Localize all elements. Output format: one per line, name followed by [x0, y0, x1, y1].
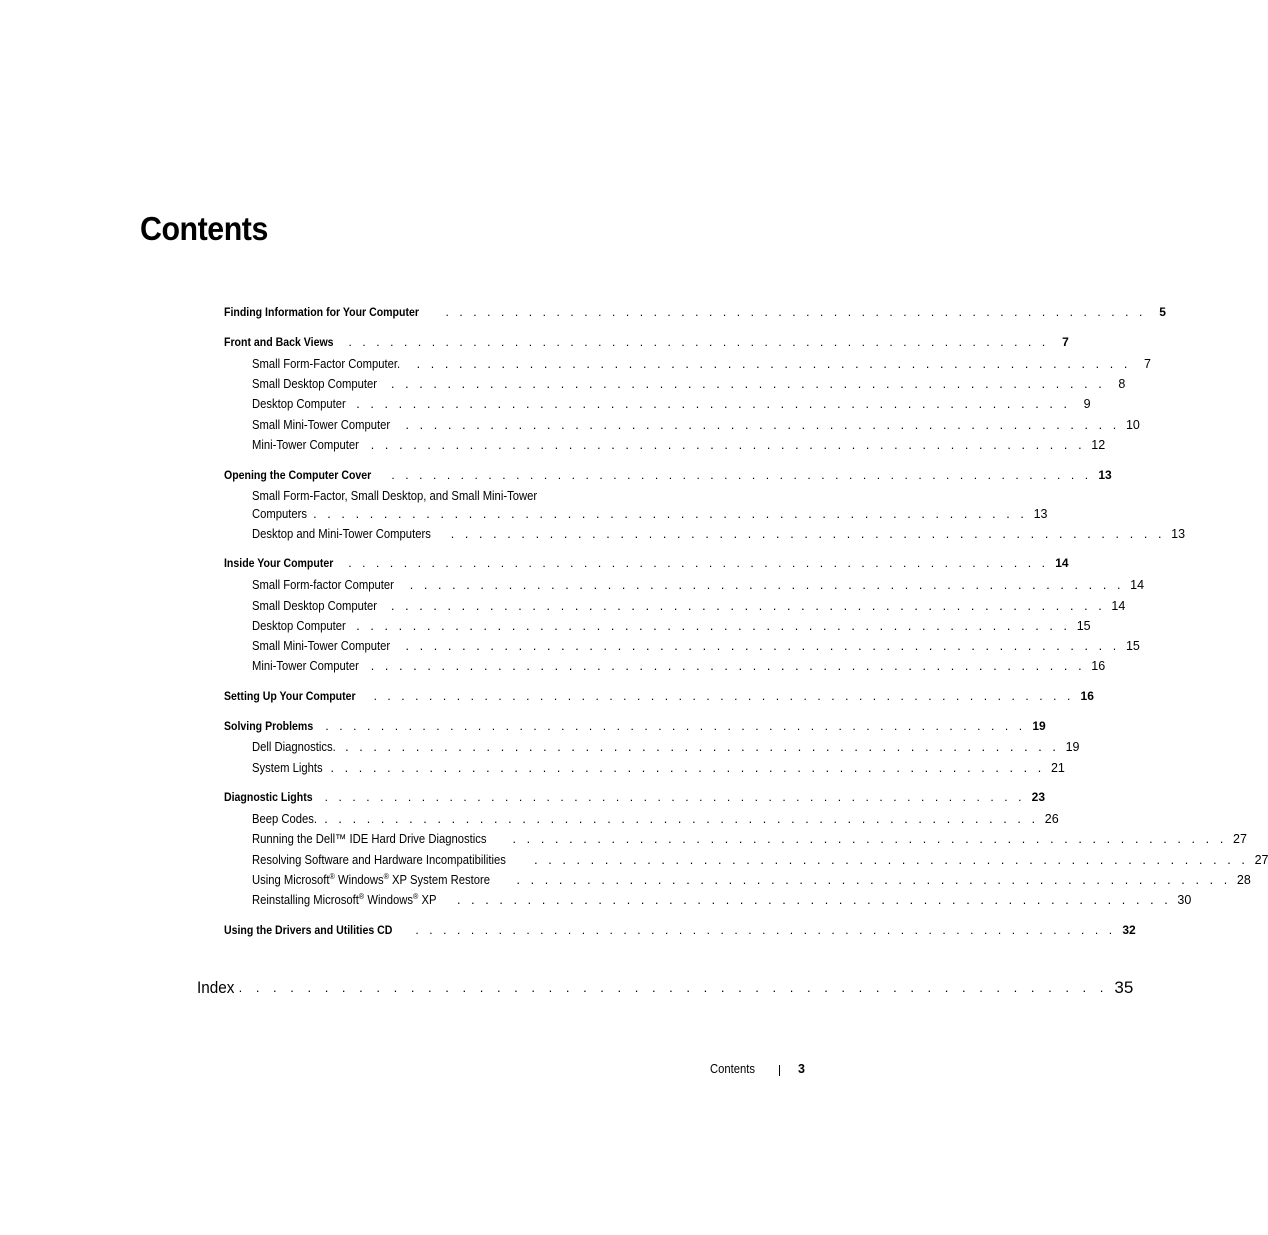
toc-entry-title: System Lights [252, 761, 323, 775]
toc-entry-page: 13 [1098, 468, 1112, 482]
toc-entry-title: Desktop and Mini-Tower Computers [252, 527, 431, 541]
dot-leader: . . . . . . . . . . . . . . . . . . . . . . . . . . . . . . . . . . . . . . . . . . . . . . . . . . . [348, 556, 1049, 570]
dot-leader: . . . . . . . . . . . . . . . . . . . . . . . . . . . . . . . . . . . . . . . . . . . . . . . . . . . [416, 357, 1131, 371]
footer-divider [779, 1065, 780, 1076]
toc-entry-index[interactable] [197, 977, 1134, 999]
toc-subentry-small-form-factor-2[interactable] [252, 577, 1145, 593]
toc-entry-title: Desktop Computer [252, 397, 346, 411]
dot-leader: . . . . . . . . . . . . . . . . . . . . . . . . . . . . . . . . . . . . . . . . . . . . . . . . . . . [348, 335, 1049, 349]
dot-leader: . . . . . . . . . . . . . . . . . . . . . . . . . . . . . . . . . . . . . . . . . . . . . . . . . . . [370, 438, 1086, 452]
title-part: Windows [364, 893, 414, 907]
toc-entry-page: 10 [1125, 418, 1140, 432]
toc-entry-title: Resolving Software and Hardware Incompatibilities [252, 853, 506, 867]
toc-entry-page: 7 [1062, 335, 1069, 349]
toc-entry-title: Setting Up Your Computer [224, 689, 356, 703]
toc-entry-page: 19 [1032, 719, 1046, 733]
dot-leader: . . . . . . . . . . . . . . . . . . . . . . . . . . . . . . . . . . . . . . . . . . . . . . . . . . . [238, 980, 1109, 995]
dot-leader: . . . . . . . . . . . . . . . . . . . . . . . . . . . . . . . . . . . . . . . . . . . . . . . . . . . [391, 468, 1092, 482]
page-footer [0, 1062, 954, 1082]
toc-entry-page: 28 [1236, 873, 1251, 887]
toc-entry-title: Diagnostic Lights [224, 790, 313, 804]
toc-entry-title: Finding Information for Your Computer [224, 305, 419, 319]
dot-leader: . . . . . . . . . . . . . . . . . . . . . . . . . . . . . . . . . . . . . . . . . . . . . . . . . . . [330, 761, 1045, 775]
toc-subentry-system-lights[interactable] [252, 760, 1065, 776]
toc-entry-title: Front and Back Views [224, 335, 334, 349]
registered-mark: ® [358, 891, 365, 901]
dot-leader: . . . . . . . . . . . . . . . . . . . . . . . . . . . . . . . . . . . . . . . . . . . . . . . . . . . [409, 578, 1125, 592]
dot-leader: . . . . . . . . . . . . . . . . . . . . . . . . . . . . . . . . . . . . . . . . . . . . . . . . . . . [445, 305, 1146, 319]
toc-entry-page: 35 [1114, 978, 1134, 997]
toc-entry-title: Index [197, 978, 235, 997]
title-part: Using Microsoft [252, 873, 330, 887]
toc-entry-title: Small Form-Factor Computer. [252, 357, 401, 371]
toc-subentry-desktop-2[interactable] [252, 618, 1091, 634]
toc-entry-title: Small Desktop Computer [252, 599, 378, 613]
toc-entry-page: 26 [1044, 812, 1059, 826]
toc-subentry-system-restore[interactable] [252, 871, 1251, 888]
toc-entry-title: Small Desktop Computer [252, 377, 378, 391]
toc-entry-drivers-utilities-cd[interactable] [224, 922, 1136, 938]
toc-entry-page: 14 [1111, 599, 1126, 613]
dot-leader: . . . . . . . . . . . . . . . . . . . . . . . . . . . . . . . . . . . . . . . . . . . . . . . . . . . [512, 832, 1227, 846]
toc-entry-diagnostic-lights[interactable] [224, 789, 1046, 805]
toc-entry-page: 14 [1055, 556, 1069, 570]
toc-entry-page: 14 [1130, 578, 1145, 592]
toc-entry-page: 12 [1091, 438, 1106, 452]
toc-entry-title: Opening the Computer Cover [224, 468, 372, 482]
dot-leader: . . . . . . . . . . . . . . . . . . . . . . . . . . . . . . . . . . . . . . . . . . . . . . . . . . . [370, 659, 1086, 673]
toc-entry-title: Beep Codes. [252, 812, 318, 826]
toc-entry-title: Inside Your Computer [224, 556, 334, 570]
toc-entry-title: Using the Drivers and Utilities CD [224, 923, 393, 937]
dot-leader: . . . . . . . . . . . . . . . . . . . . . . . . . . . . . . . . . . . . . . . . . . . . . . . . . . . [534, 853, 1249, 867]
toc-subentry-small-mini-tower[interactable] [252, 417, 1140, 433]
toc-entry-title: Mini-Tower Computer [252, 438, 359, 452]
registered-mark: ® [329, 871, 335, 881]
toc-entry-page: 30 [1177, 893, 1192, 907]
toc-entry-setting-up[interactable] [224, 688, 1094, 704]
title-part: Windows [334, 873, 384, 887]
toc-subentry-small-desktop-2[interactable] [252, 598, 1126, 614]
toc-entry-page: 5 [1159, 305, 1166, 319]
dot-leader: . . . . . . . . . . . . . . . . . . . . . . . . . . . . . . . . . . . . . . . . . . . . . . . . . . . [450, 527, 1166, 541]
toc-subentry-desktop[interactable] [252, 396, 1091, 412]
toc-entry-page: 8 [1118, 377, 1126, 391]
toc-entry-title: Dell Diagnostics. [252, 740, 336, 754]
toc-entry-title: Mini-Tower Computer [252, 659, 359, 673]
toc-entry-inside-computer[interactable] [224, 555, 1069, 571]
toc-entry-page: 27 [1254, 853, 1268, 867]
toc-entry-page: 23 [1031, 790, 1046, 804]
toc-subentry-mini-tower[interactable] [252, 437, 1106, 453]
toc-entry-page: 16 [1080, 689, 1094, 703]
toc-entry-title: Desktop Computer [252, 619, 346, 633]
title-part: Reinstalling Microsoft [252, 893, 359, 907]
toc-entry-page: 16 [1091, 659, 1106, 673]
toc-entry-front-back-views[interactable] [224, 334, 1069, 350]
dot-leader: . . . . . . . . . . . . . . . . . . . . . . . . . . . . . . . . . . . . . . . . . . . . . . . . . . . [390, 377, 1106, 391]
dot-leader: . . . . . . . . . . . . . . . . . . . . . . . . . . . . . . . . . . . . . . . . . . . . . . . . . . . [390, 599, 1106, 613]
page-number: 3 [798, 1062, 805, 1076]
toc-entry-title [252, 892, 436, 908]
toc-entry-title: Solving Problems [224, 719, 314, 733]
toc-entry-title: Small Form-factor Computer [252, 578, 394, 592]
toc-entry-page: 27 [1233, 832, 1247, 846]
toc-subentry-desktop-mini-tower[interactable] [252, 526, 1186, 542]
title-part: XP [418, 893, 437, 907]
toc-entry-page: 9 [1083, 397, 1091, 411]
toc-entry-page: 32 [1122, 923, 1136, 937]
title-part: XP System Restore [388, 873, 491, 887]
dot-leader: . . . . . . . . . . . . . . . . . . . . . . . . . . . . . . . . . . . . . . . . . . . . . . . . . . . [356, 397, 1071, 411]
toc-entry-page: 15 [1125, 639, 1140, 653]
toc-entry-solving-problems[interactable] [224, 718, 1046, 734]
dot-leader: . . . . . . . . . . . . . . . . . . . . . . . . . . . . . . . . . . . . . . . . . . . . . . . . . . . [324, 790, 1026, 804]
toc-subentry-small-form-factor[interactable] [252, 356, 1151, 372]
toc-entry-page: 21 [1050, 761, 1065, 775]
dot-leader: . . . . . . . . . . . . . . . . . . . . . . . . . . . . . . . . . . . . . . . . . . . . . . . . . . . [415, 923, 1116, 937]
toc-subentry-dell-diagnostics[interactable] [252, 739, 1080, 755]
toc-entry-page: 15 [1076, 619, 1091, 633]
toc-subentry-reinstalling-xp[interactable] [252, 891, 1192, 908]
dot-leader: . . . . . . . . . . . . . . . . . . . . . . . . . . . . . . . . . . . . . . . . . . . . . . . . . . . [456, 893, 1172, 907]
dot-leader: . . . . . . . . . . . . . . . . . . . . . . . . . . . . . . . . . . . . . . . . . . . . . . . . . . . [325, 719, 1026, 733]
toc-entry-opening-cover[interactable] [224, 467, 1112, 483]
toc-entry-page: 13 [1171, 527, 1186, 541]
toc-subentry-small-mini-tower-2[interactable] [252, 638, 1140, 654]
registered-mark: ® [413, 891, 419, 901]
dot-leader: . . . . . . . . . . . . . . . . . . . . . . . . . . . . . . . . . . . . . . . . . . . . . . . . . . . [313, 507, 1028, 521]
toc-entry-finding-information[interactable] [224, 304, 1166, 320]
toc-subentry-incompatibilities[interactable] [252, 852, 1268, 868]
toc-entry-page: 19 [1065, 740, 1080, 754]
dot-leader: . . . . . . . . . . . . . . . . . . . . . . . . . . . . . . . . . . . . . . . . . . . . . . . . . . . [345, 740, 1060, 754]
toc-subentry-ide-hard-drive[interactable] [252, 831, 1247, 847]
dot-leader: . . . . . . . . . . . . . . . . . . . . . . . . . . . . . . . . . . . . . . . . . . . . . . . . . . . [324, 812, 1039, 826]
registered-mark: ® [383, 871, 389, 881]
toc-entry-page: 7 [1144, 357, 1151, 371]
toc-entry-title: Small Mini-Tower Computer [252, 639, 391, 653]
dot-leader: . . . . . . . . . . . . . . . . . . . . . . . . . . . . . . . . . . . . . . . . . . . . . . . . . . . [405, 418, 1120, 432]
toc-subentry-beep-codes[interactable] [252, 811, 1059, 827]
dot-leader: . . . . . . . . . . . . . . . . . . . . . . . . . . . . . . . . . . . . . . . . . . . . . . . . . . . [516, 873, 1231, 887]
dot-leader: . . . . . . . . . . . . . . . . . . . . . . . . . . . . . . . . . . . . . . . . . . . . . . . . . . . [405, 639, 1120, 653]
dot-leader: . . . . . . . . . . . . . . . . . . . . . . . . . . . . . . . . . . . . . . . . . . . . . . . . . . . [373, 689, 1074, 703]
footer-section-label: Contents [710, 1062, 756, 1076]
toc-subentry-wrapped-line[interactable]: Small Form-Factor, Small Desktop, and Small Mini-Tower [252, 489, 538, 503]
toc-entry-title: Running the Dell™ IDE Hard Drive Diagnostics [252, 832, 487, 846]
toc-entry-title [252, 872, 490, 888]
toc-subentry-small-desktop[interactable] [252, 376, 1126, 392]
page-title: Contents [140, 210, 268, 247]
toc-entry-title: Small Mini-Tower Computer [252, 418, 391, 432]
toc-subentry-small-computers[interactable] [252, 506, 1048, 522]
dot-leader: . . . . . . . . . . . . . . . . . . . . . . . . . . . . . . . . . . . . . . . . . . . . . . . . . . . [356, 619, 1071, 633]
toc-entry-page: 13 [1033, 507, 1048, 521]
toc-entry-title: Computers [252, 507, 308, 521]
toc-subentry-mini-tower-2[interactable] [252, 658, 1106, 674]
